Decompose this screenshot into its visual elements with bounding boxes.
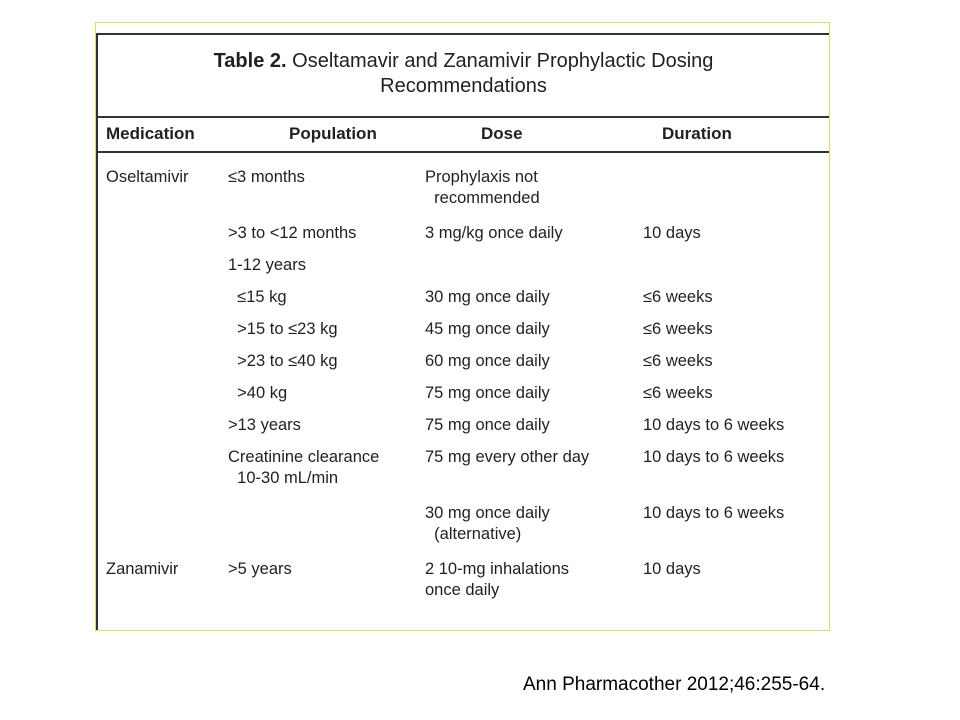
table-top-rule [98,33,829,35]
cell-duration: ≤6 weeks [643,320,713,338]
cell-dose: 75 mg once daily [425,416,550,434]
cell-population: >13 years [228,416,301,434]
cell-dose: 60 mg once daily [425,352,550,370]
cell-population: >40 kg [228,384,288,402]
header-medication: Medication [106,124,195,143]
table-left-border [96,33,98,630]
table-title-text: Oseltamavir and Zanamivir Prophylactic Dosing [292,50,714,72]
cell-medication: Zanamivir [106,560,179,578]
table-title-line2: Recommendations [380,75,547,97]
cell-population: ≤3 months [228,168,305,186]
cell-dose: 75 mg every other day [425,448,590,466]
cell-duration: 10 days [643,560,701,578]
cell-population: Creatinine clearance 10-30 mL/min [228,448,380,487]
cell-population: ≤15 kg [228,288,287,306]
cell-dose: 30 mg once daily [425,288,550,306]
cell-dose: Prophylaxis not recommended [425,168,540,207]
cell-duration: ≤6 weeks [643,384,713,402]
header-dose: Dose [481,124,523,143]
cell-population: >15 to ≤23 kg [228,320,338,338]
cell-dose: 45 mg once daily [425,320,550,338]
header-top-rule [98,116,829,118]
header-population: Population [289,124,377,143]
cell-duration: 10 days [643,224,701,242]
cell-dose: 30 mg once daily (alternative) [425,504,550,543]
citation: Ann Pharmacother 2012;46:255-64. [523,674,826,695]
cell-duration: ≤6 weeks [643,352,713,370]
cell-population: 1-12 years [228,256,306,274]
table-image-frame [95,22,830,631]
cell-population: >3 to <12 months [228,224,357,242]
header-bottom-rule [98,151,829,153]
cell-duration: 10 days to 6 weeks [643,416,785,434]
cell-dose: 3 mg/kg once daily [425,224,563,242]
header-duration: Duration [662,124,732,143]
cell-dose: 2 10-mg inhalations once daily [425,560,570,599]
table-title [98,49,829,99]
cell-duration: 10 days to 6 weeks [643,448,785,466]
cell-duration: ≤6 weeks [643,288,713,306]
cell-dose: 75 mg once daily [425,384,550,402]
cell-population: >5 years [228,560,292,578]
table-title-number: Table 2. [213,50,287,72]
cell-medication: Oseltamivir [106,168,189,186]
cell-population: >23 to ≤40 kg [228,352,338,370]
cell-duration: 10 days to 6 weeks [643,504,785,522]
